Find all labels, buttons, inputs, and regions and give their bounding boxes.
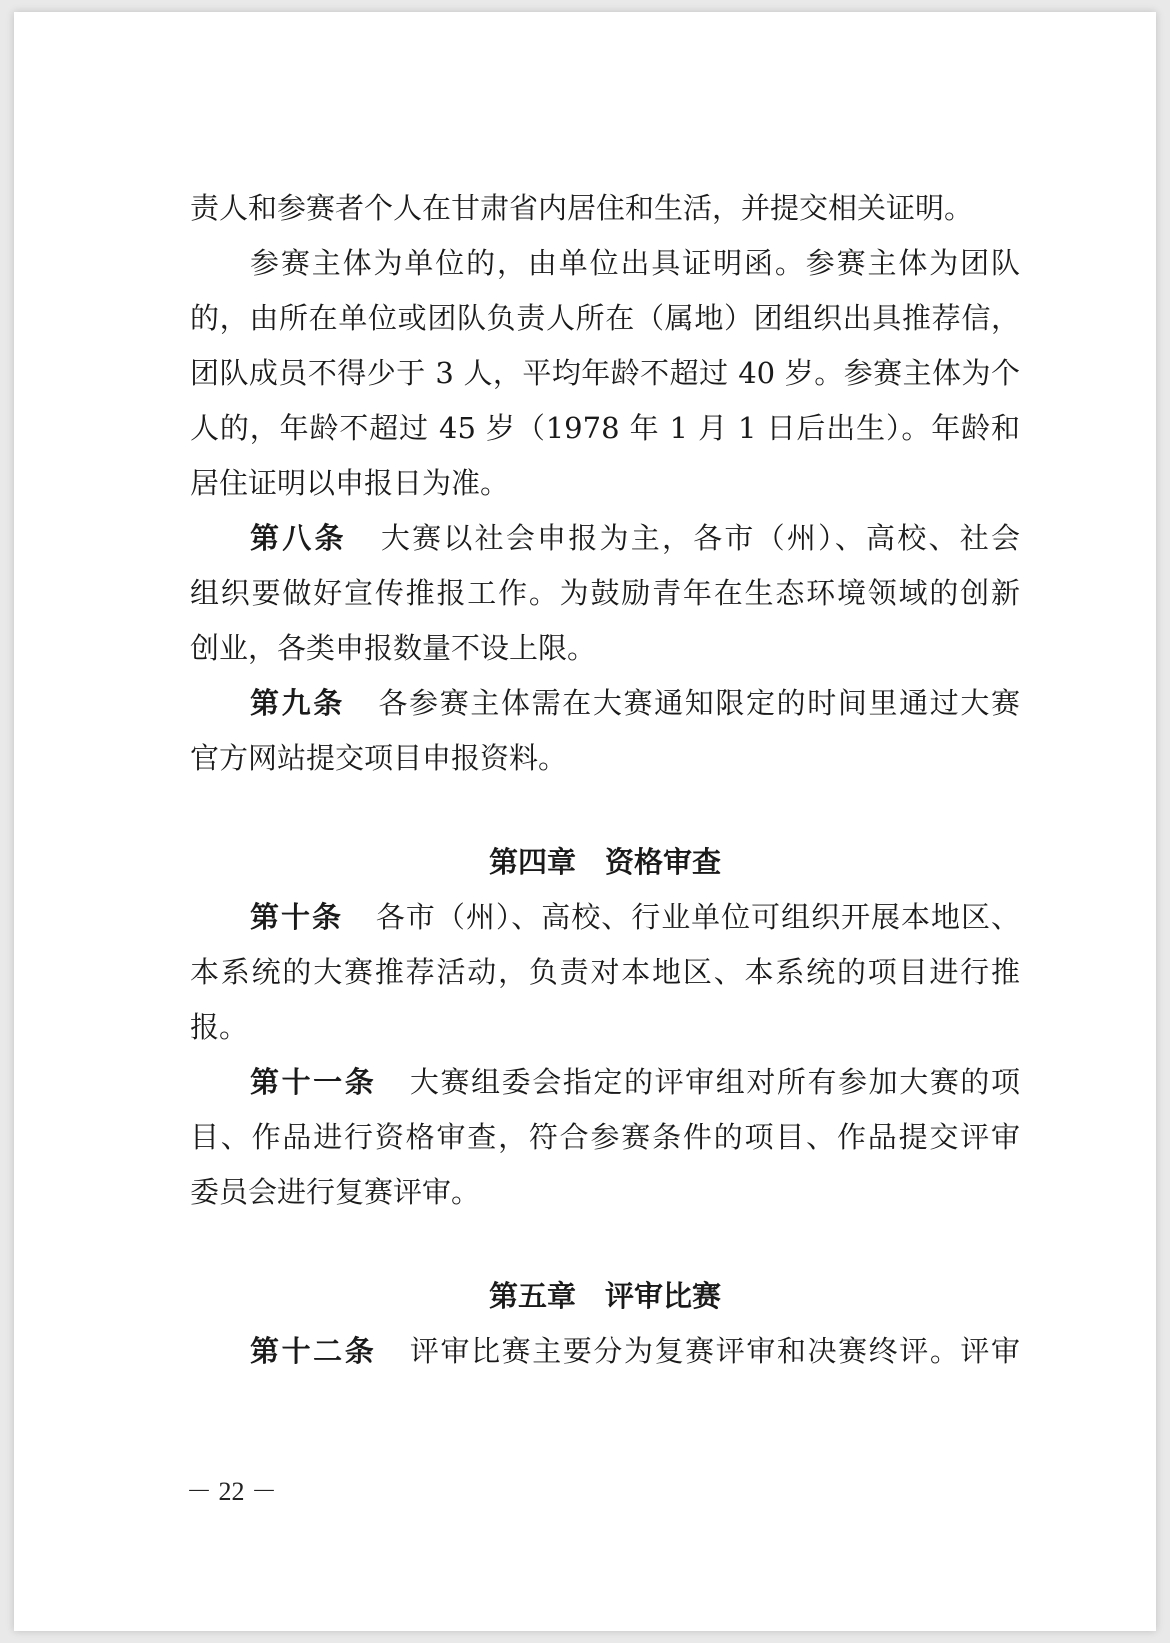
text-line: 居住证明以申报日为准。 xyxy=(190,466,510,500)
article-heading: 第八条 xyxy=(250,521,347,555)
article-11-line xyxy=(250,1062,1020,1102)
text-line: 报。 xyxy=(190,1010,249,1044)
text-span: 大赛组委会指定的评审组对所有参加大赛的项 xyxy=(408,1065,1020,1099)
article-10-line xyxy=(250,897,1020,937)
chapter-heading: 第五章 评审比赛 xyxy=(488,1279,721,1313)
text-line: 官方网站提交项目申报资料。 xyxy=(190,741,568,775)
article-8-line xyxy=(250,518,1020,558)
text-span: 评审比赛主要分为复赛评审和决赛终评。评审 xyxy=(408,1334,1020,1368)
text-line: 的，由所在单位或团队负责人所在（属地）团组织出具推荐信， xyxy=(190,301,1020,335)
text-line: 组织要做好宣传推报工作。为鼓励青年在生态环境领域的创新 xyxy=(190,576,1020,610)
text-span: 大赛以社会申报为主，各市（州）、高校、社会 xyxy=(378,521,1020,555)
article-9-line xyxy=(250,683,1020,723)
page-number: － 22 － xyxy=(186,1477,278,1506)
chapter-heading: 第四章 资格审查 xyxy=(488,845,721,879)
text-line: 本系统的大赛推荐活动，负责对本地区、本系统的项目进行推 xyxy=(190,955,1020,989)
text-span: 各参赛主体需在大赛通知限定的时间里通过大赛 xyxy=(376,686,1020,720)
text-line: 参赛主体为单位的，由单位出具证明函。参赛主体为团队 xyxy=(250,246,1020,280)
text-line: 创业，各类申报数量不设上限。 xyxy=(190,631,597,665)
article-heading: 第十条 xyxy=(250,900,343,934)
article-heading: 第十二条 xyxy=(250,1334,377,1368)
article-heading: 第十一条 xyxy=(250,1065,377,1099)
text-line: 人的，年龄不超过 45 岁（1978 年 1 月 1 日后出生）。年龄和 xyxy=(190,411,1020,445)
text-line: 责人和参赛者个人在甘肃省内居住和生活，并提交相关证明。 xyxy=(190,191,974,225)
text-line: 委员会进行复赛评审。 xyxy=(190,1175,481,1209)
text-line: 团队成员不得少于 3 人，平均年龄不超过 40 岁。参赛主体为个 xyxy=(190,356,1020,390)
article-heading: 第九条 xyxy=(250,686,345,720)
text-span: 各市（州）、高校、行业单位可组织开展本地区、 xyxy=(374,900,1020,934)
article-12-line xyxy=(250,1331,1020,1371)
text-line: 目、作品进行资格审查，符合参赛条件的项目、作品提交评审 xyxy=(190,1120,1020,1154)
